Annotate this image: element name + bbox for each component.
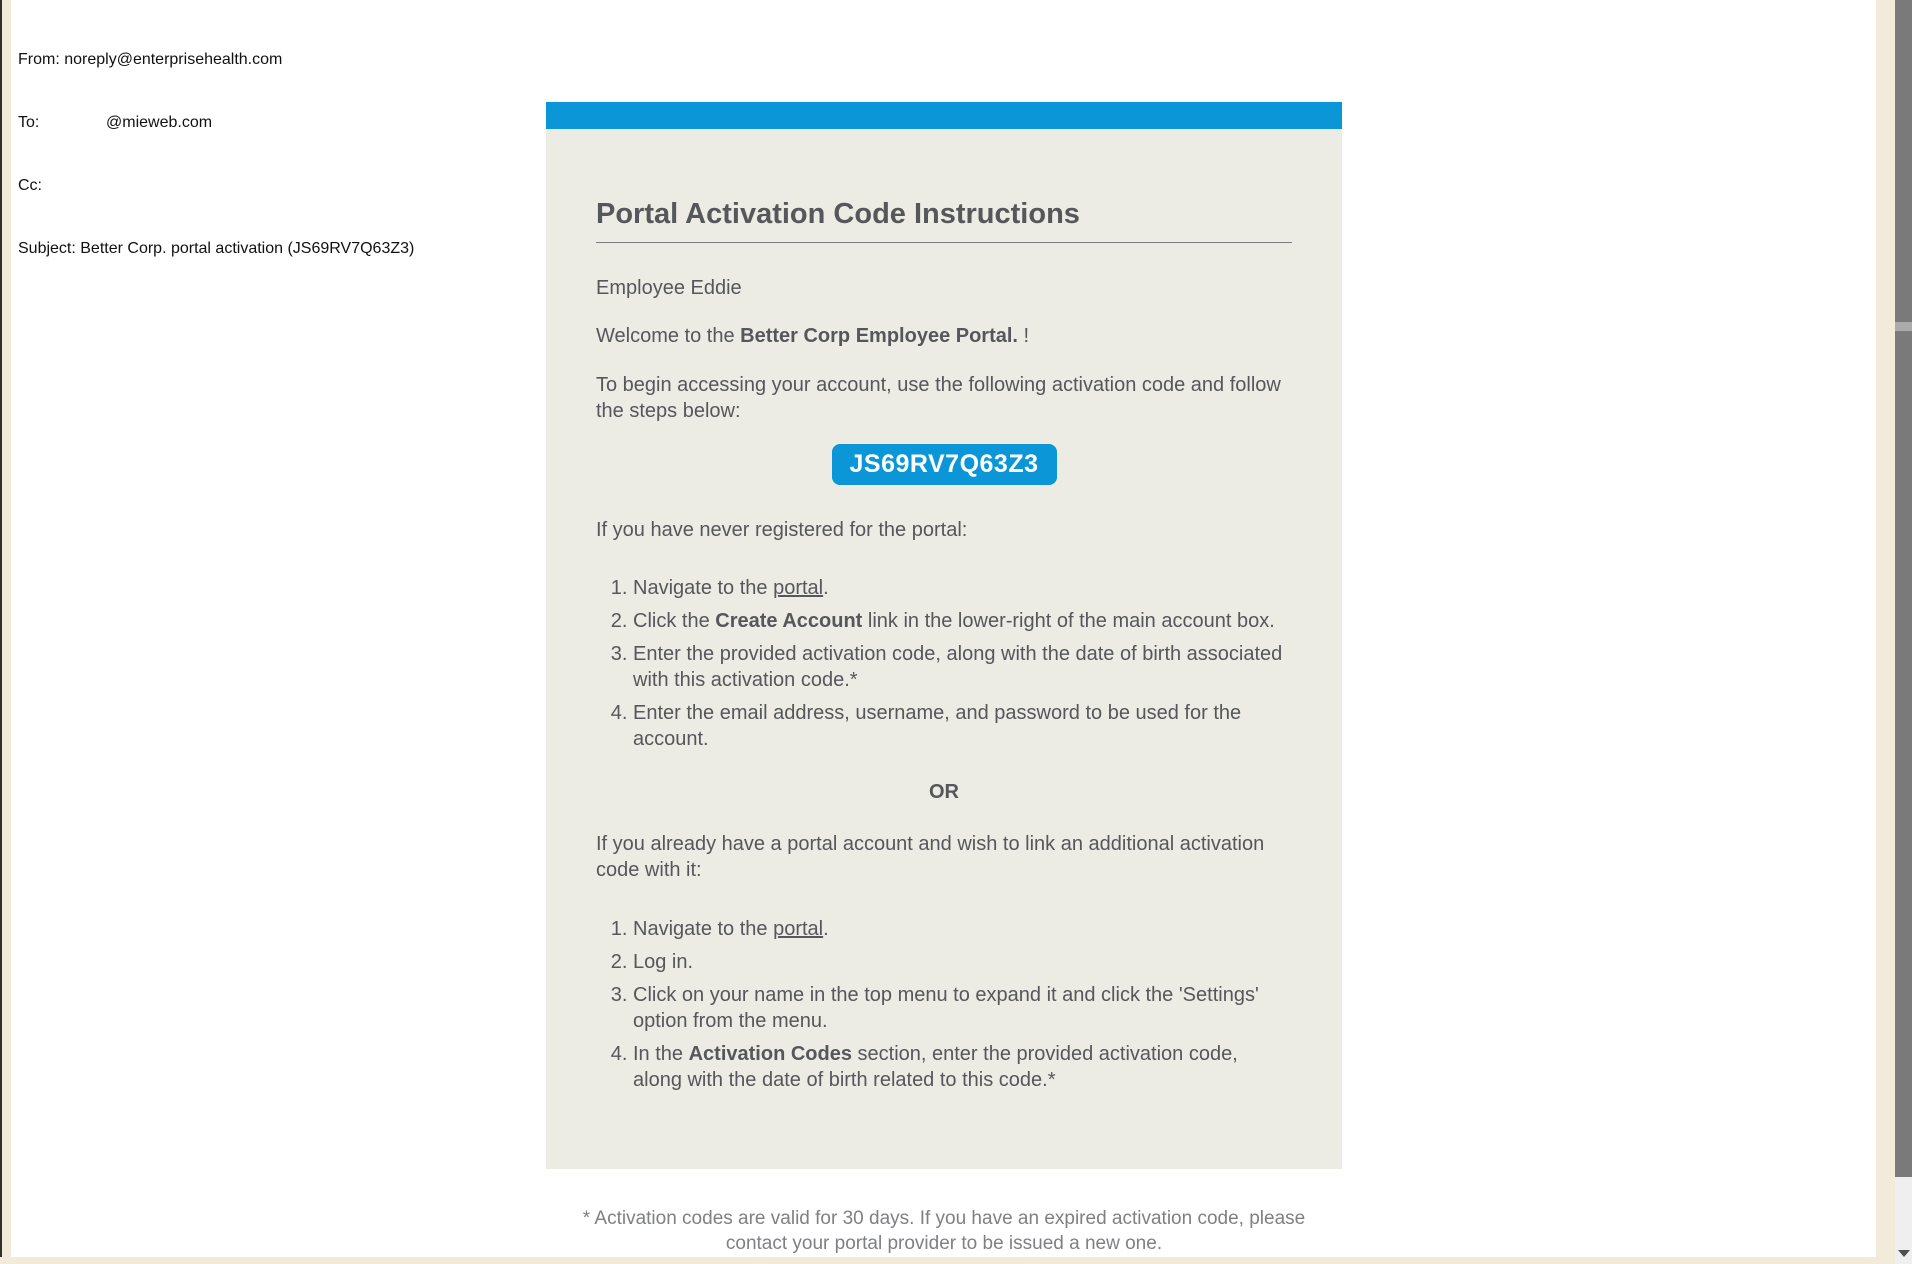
message-title: Portal Activation Code Instructions xyxy=(596,197,1292,243)
register-steps-list xyxy=(596,575,1292,752)
link-steps-list xyxy=(596,916,1292,1093)
step-text: Click on your name in the top menu to expand it and click the 'Settings' option from the menu. xyxy=(633,984,1259,1032)
intro-text: To begin accessing your account, use the following activation code and follow the steps below: xyxy=(596,374,1281,422)
or-divider: OR xyxy=(929,781,959,803)
activation-code-container xyxy=(596,444,1292,485)
step-text: . xyxy=(823,918,829,940)
step-item xyxy=(633,982,1292,1034)
header-line-subject: Subject: Better Corp. portal activation (JS69RV7Q63Z3) xyxy=(18,240,415,257)
window-frame-left-gutter xyxy=(2,0,11,1264)
step-text: Enter the email address, username, and password to be used for the account. xyxy=(633,702,1242,750)
vertical-scrollbar[interactable] xyxy=(1895,0,1912,1264)
window-frame-bottom-gutter xyxy=(0,1257,1876,1264)
step-item xyxy=(633,641,1292,693)
step-item xyxy=(633,575,1292,601)
welcome-text-pre: Welcome to the xyxy=(596,325,741,347)
step-text: Navigate to the xyxy=(633,577,774,599)
scroll-down-arrow-icon xyxy=(1898,1250,1910,1257)
email-message xyxy=(546,102,1342,1169)
email-accent-bar xyxy=(546,102,1342,129)
header-line-from: From: noreply@enterprisehealth.com xyxy=(18,51,283,68)
welcome-text-post: ! xyxy=(1017,325,1030,347)
step-item xyxy=(633,949,1292,975)
step-text: . xyxy=(823,577,829,599)
step-text: Enter the provided activation code, along with the date of birth associated with this activation code.* xyxy=(633,643,1283,691)
step-item xyxy=(633,1041,1292,1093)
link-heading: If you already have a portal account and wish to link an additional activation code with it: xyxy=(596,833,1265,881)
register-heading: If you have never registered for the portal: xyxy=(596,519,968,541)
header-line-cc: Cc: xyxy=(18,177,42,194)
step-text: link in the lower-right of the main account box. xyxy=(862,610,1275,632)
step-text: section, enter the provided activation code, along with the date of birth related to this code.* xyxy=(633,1043,1238,1091)
step-text: Navigate to the xyxy=(633,918,774,940)
portal-link[interactable]: portal xyxy=(773,918,824,940)
scrollbar-thumb-upper[interactable] xyxy=(1895,0,1912,322)
welcome-text-bold: Better Corp Employee Portal. xyxy=(740,325,1018,347)
step-item xyxy=(633,916,1292,942)
window-frame-right-gutter xyxy=(1876,0,1895,1264)
scrollbar-thumb-lower[interactable] xyxy=(1895,331,1912,1177)
scroll-down-button[interactable] xyxy=(1895,1242,1912,1264)
step-item xyxy=(633,608,1292,634)
activation-code-badge: JS69RV7Q63Z3 xyxy=(832,444,1057,485)
header-line-to: To: @mieweb.com xyxy=(18,114,213,131)
step-text: Log in. xyxy=(633,951,694,973)
greeting-text: Employee Eddie xyxy=(596,277,742,299)
step-bold-text: Activation Codes xyxy=(688,1043,852,1065)
step-item xyxy=(633,700,1292,752)
portal-link[interactable]: portal xyxy=(773,577,824,599)
step-text: Click the xyxy=(633,610,716,632)
footnote-text: * Activation codes are valid for 30 days. If you have an expired activation code, please contact your portal provider to be issued a new one. xyxy=(582,1208,1306,1254)
email-headers xyxy=(18,7,414,280)
welcome-text xyxy=(596,323,1292,349)
email-content xyxy=(546,129,1342,1093)
step-bold-text: Create Account xyxy=(715,610,863,632)
scrollbar-separator xyxy=(1895,322,1912,331)
step-text: In the xyxy=(633,1043,689,1065)
